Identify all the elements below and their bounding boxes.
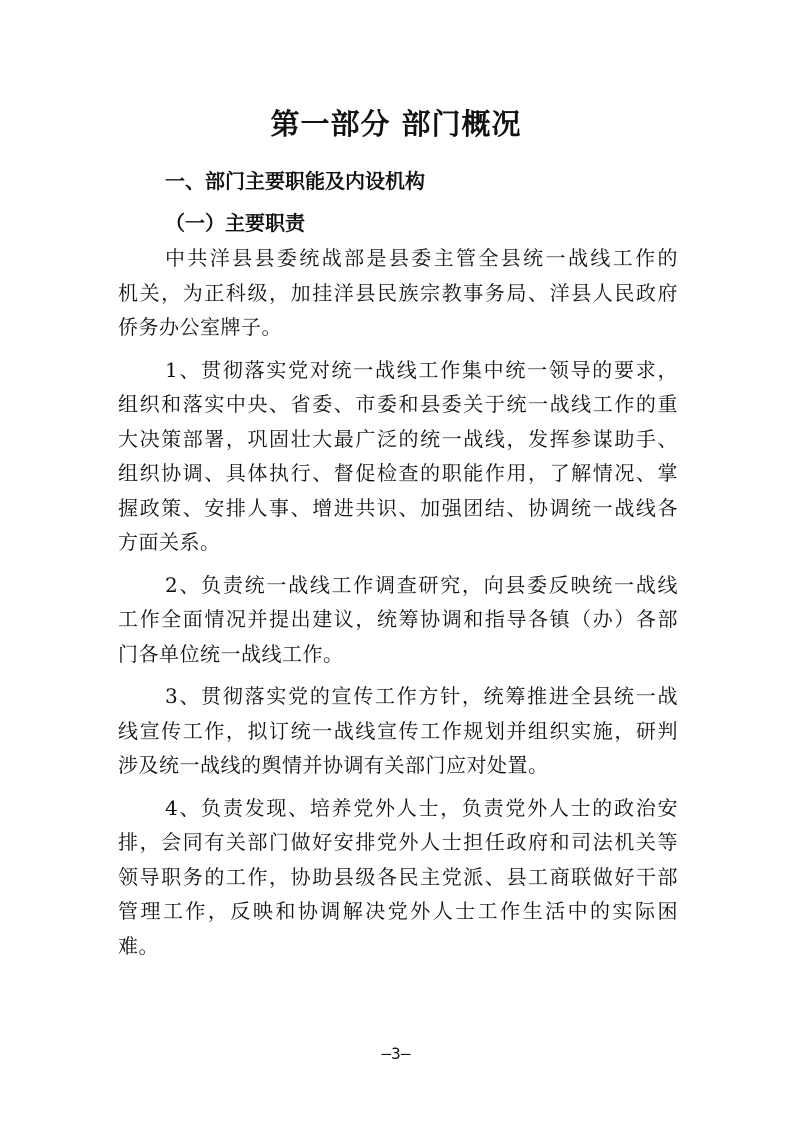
page-title: 第一部分 部门概况 <box>270 107 522 141</box>
paragraph <box>118 353 678 560</box>
text-line: 4、负责发现、培养党外人士，负责党外人士的政治安 <box>165 795 678 820</box>
paragraph <box>118 791 678 964</box>
text-line: 大决策部署，巩固壮大最广泛的统一战线，发挥参谋助手、 <box>118 426 678 451</box>
text-line: 管理工作，反映和协调解决党外人士工作生活中的实际困 <box>118 899 678 923</box>
paragraph <box>118 568 678 672</box>
text-line: 中共洋县县委统战部是县委主管全县统一战线工作的 <box>165 246 678 270</box>
text-line: 门各单位统一战线工作。 <box>118 641 344 666</box>
section-heading: 一、部门主要职能及内设机构 <box>165 169 425 193</box>
text-line: 涉及统一战线的舆情并协调有关部门应对处置。 <box>118 753 549 777</box>
text-line: 组织和落实中央、省委、市委和县委关于统一战线工作的重 <box>118 392 678 416</box>
text-line: 3、贯彻落实党的宣传工作方针，统筹推进全县统一战 <box>165 684 678 708</box>
text-line: 线宣传工作，拟订统一战线宣传工作规划并组织实施，研判 <box>118 718 678 743</box>
text-line: 方面关系。 <box>118 530 221 554</box>
paragraph <box>118 241 678 345</box>
text-line: 握政策、安排人事、增进共识、加强团结、协调统一战线各 <box>118 495 678 520</box>
body-text <box>118 241 678 963</box>
page-number: —3— <box>381 1044 411 1063</box>
text-line: 机关，为正科级，加挂洋县民族宗教事务局、洋县人民政府 <box>118 280 678 305</box>
text-line: 工作全面情况并提出建议，统筹协调和指导各镇（办）各部 <box>118 607 678 631</box>
text-line: 1、贯彻落实党对统一战线工作集中统一领导的要求， <box>165 357 678 382</box>
paragraph <box>118 679 678 783</box>
subsection-heading: （一）主要职责 <box>165 211 305 235</box>
text-line: 2、负责统一战线工作调查研究，向县委反映统一战线 <box>165 572 678 597</box>
text-line: 难。 <box>118 933 159 958</box>
text-line: 领导职务的工作，协助县级各民主党派、县工商联做好干部 <box>118 864 678 889</box>
text-line: 组织协调、具体执行、督促检查的职能作用，了解情况、掌 <box>118 461 678 485</box>
text-line: 排，会同有关部门做好安排党外人士担任政府和司法机关等 <box>118 830 678 854</box>
text-line: 侨务办公室牌子。 <box>118 315 282 339</box>
